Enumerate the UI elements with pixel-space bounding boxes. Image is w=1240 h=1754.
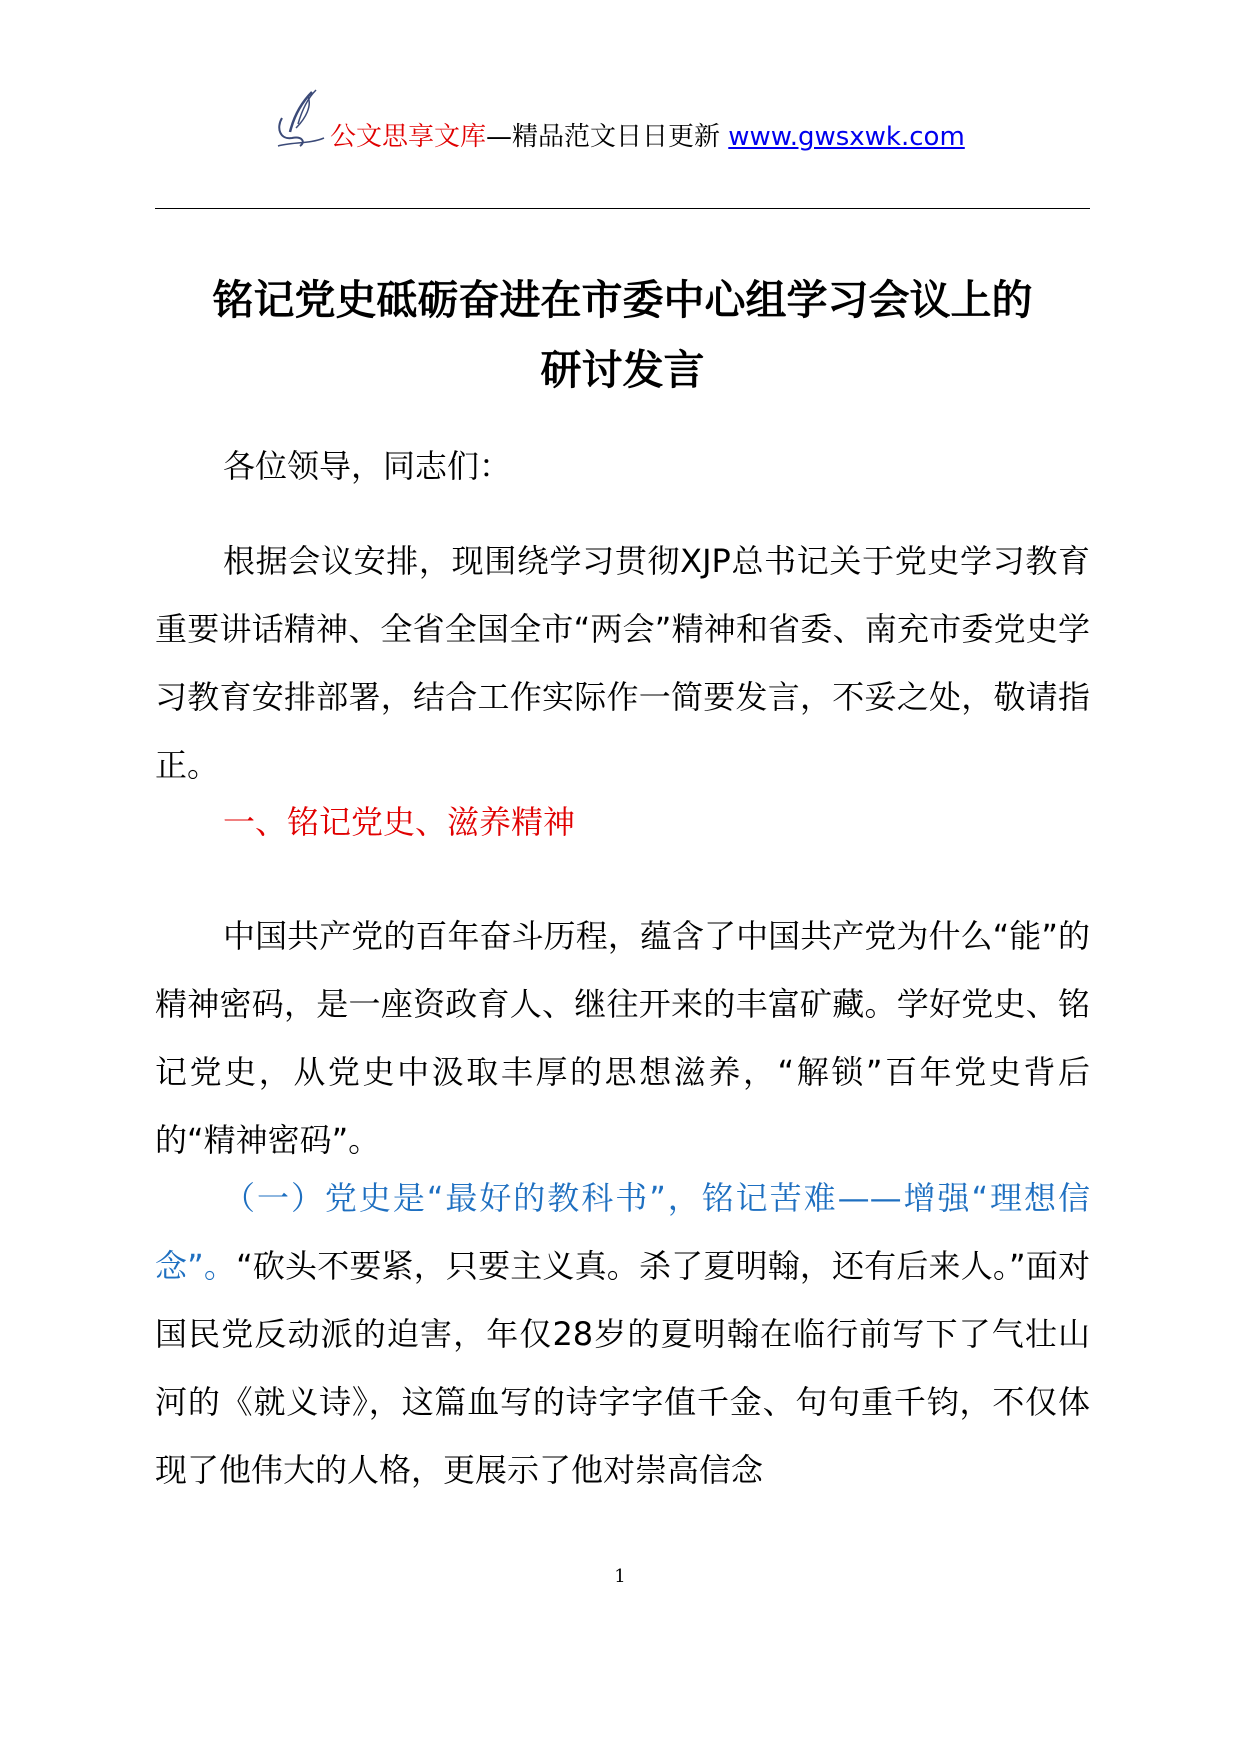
site-tagline: —精品范文日日更新 [486, 122, 729, 152]
header-text [330, 121, 965, 153]
section-1-heading: 一、铭记党史、滋养精神 [223, 803, 576, 841]
salutation: 各位领导，同志们： [223, 447, 512, 485]
quill-pen-logo [272, 88, 332, 152]
subsection-1-body: “砍头不要紧，只要主义真。杀了夏明翰，还有后来人。”面对国民党反动派的迫害，年仅28岁的夏明翰在临行前写下了气壮山河的《就义诗》，这篇血写的诗字字值千金、句句重千钧，不仅体现了他伟大的人格，更展示了他对崇高信念 [155, 1247, 1090, 1489]
intro-paragraph: 根据会议安排，现围绕学习贯彻XJP总书记关于党史学习教育重要讲话精神、全省全国全市“两会”精神和省委、南充市委党史学习教育安排部署，结合工作实际作一简要发言，不妥之处，敬请指正。 [155, 542, 1090, 784]
header-divider [155, 208, 1090, 209]
document-title [155, 265, 1090, 405]
site-name: 公文思享文库 [330, 122, 487, 152]
subsection-1-paragraph [155, 1164, 1090, 1504]
title-line-1: 铭记党史砥砺奋进在市委中心组学习会议上的 [212, 276, 1033, 324]
site-url-link[interactable]: www.gwsxwk.com [728, 122, 965, 152]
subsection-1-heading: （一）党史是“最好的教科书”，铭记苦难——增强“理想信念”。 [155, 1179, 1090, 1285]
page-header [0, 88, 1240, 158]
section-1-paragraph: 中国共产党的百年奋斗历程，蕴含了中国共产党为什么“能”的精神密码，是一座资政育人、继往开来的丰富矿藏。学好党史、铭记党史，从党史中汲取丰厚的思想滋养，“解锁”百年党史背后的“精神密码”。 [155, 917, 1090, 1159]
title-line-2: 研讨发言 [540, 346, 705, 394]
page-number: 1 [614, 1566, 626, 1587]
